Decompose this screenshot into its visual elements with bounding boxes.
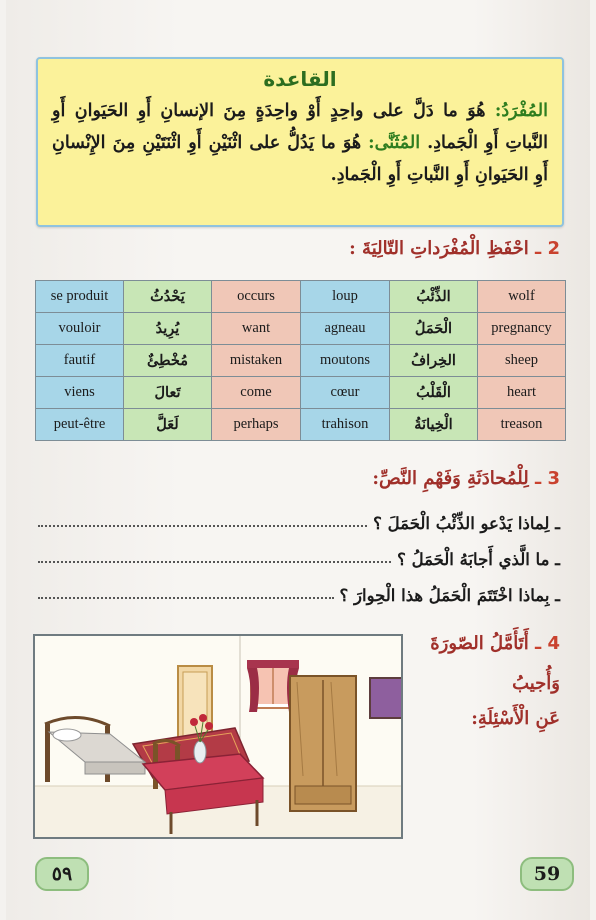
vocab-cell: wolf bbox=[478, 281, 566, 313]
vocab-row bbox=[36, 345, 566, 377]
section-3-heading bbox=[372, 468, 560, 489]
vocab-cell: occurs bbox=[212, 281, 301, 313]
vocab-cell: treason bbox=[478, 409, 566, 441]
vocab-cell: الْخِيانَةُ bbox=[390, 409, 478, 441]
rule-box bbox=[36, 57, 564, 227]
vocab-cell: viens bbox=[36, 377, 124, 409]
section-2-title: احْفَظِ الْمُفْرَداتِ التّالِيَةَ : bbox=[349, 238, 529, 259]
vocab-cell: want bbox=[212, 313, 301, 345]
section-2-number: 2 ـ bbox=[535, 238, 560, 259]
question-3 bbox=[34, 577, 560, 605]
vocab-cell: مُخْطِئٌ bbox=[124, 345, 212, 377]
question-3-text: ـ بِماذا اخْتَتَمَ الْحَمَلُ هذا الْحِوارَ ؟ bbox=[339, 586, 560, 605]
section-4-line-3: عَنِ الْأَسْئِلَةِ: bbox=[471, 708, 560, 729]
section-2-heading bbox=[349, 238, 560, 259]
vocab-cell: moutons bbox=[301, 345, 390, 377]
vocab-cell: الخِرافُ bbox=[390, 345, 478, 377]
rule-title: القاعدة bbox=[263, 67, 337, 91]
vocab-cell: mistaken bbox=[212, 345, 301, 377]
vocab-cell: peut-être bbox=[36, 409, 124, 441]
section-4-heading bbox=[430, 633, 560, 654]
vocabulary-table bbox=[35, 280, 566, 441]
section-4-number: 4 ـ bbox=[535, 633, 560, 654]
answer-line-2 bbox=[38, 560, 391, 563]
section-3-number: 3 ـ bbox=[535, 468, 560, 489]
question-2-text: ـ ما الَّذي أَجابَهُ الْحَمَلُ ؟ bbox=[397, 550, 560, 569]
singular-definition: هُوَ ما دَلَّ على واحِدٍ أَوْ واحِدَةٍ مِنَ الإنسانِ أَوِ الحَيَوانِ أَوِ النَّباتِ أَوِ الْجَمادِ. bbox=[52, 101, 548, 153]
room-drawing bbox=[35, 636, 401, 837]
question-1-text: ـ لِماذا يَدْعو الذِّئْبُ الْحَمَلَ ؟ bbox=[373, 514, 560, 533]
page-number-arabic: ٥٩ bbox=[35, 857, 89, 891]
vocab-row bbox=[36, 281, 566, 313]
page-number-latin: 59 bbox=[520, 857, 574, 891]
room-illustration bbox=[33, 634, 403, 839]
vocab-cell: sheep bbox=[478, 345, 566, 377]
vocab-cell: الذِّئْبُ bbox=[390, 281, 478, 313]
dual-definition: هُوَ ما يَدُلُّ على اثْنَيْنِ أَوِ اثْنَتَيْنِ مِنَ الإِنْسانِ أَوِ الحَيَوانِ أَوِ النَّباتِ أَوِ الْجَمادِ. bbox=[52, 133, 548, 185]
vocab-cell: الْقَلْبُ bbox=[390, 377, 478, 409]
vocab-cell: لَعَلَّ bbox=[124, 409, 212, 441]
vocab-cell: vouloir bbox=[36, 313, 124, 345]
vocab-cell: loup bbox=[301, 281, 390, 313]
rule-text bbox=[52, 95, 548, 191]
vocab-cell: agneau bbox=[301, 313, 390, 345]
vocab-cell: الْحَمَلُ bbox=[390, 313, 478, 345]
vocab-cell: يَحْدُثُ bbox=[124, 281, 212, 313]
dual-term: المُثَنَّى: bbox=[368, 133, 421, 153]
vocab-cell: trahison bbox=[301, 409, 390, 441]
answer-line-1 bbox=[38, 524, 367, 527]
vocab-cell: cœur bbox=[301, 377, 390, 409]
answer-line-3 bbox=[38, 596, 334, 599]
question-2 bbox=[34, 541, 560, 569]
vocab-cell: se produit bbox=[36, 281, 124, 313]
vocab-cell: تَعالَ bbox=[124, 377, 212, 409]
vocab-row bbox=[36, 409, 566, 441]
vocab-cell: perhaps bbox=[212, 409, 301, 441]
vocab-row bbox=[36, 313, 566, 345]
vocab-cell: fautif bbox=[36, 345, 124, 377]
section-4-line-2: وَأُجيبُ bbox=[512, 673, 560, 694]
vocab-cell: يُرِيدُ bbox=[124, 313, 212, 345]
question-1 bbox=[34, 505, 560, 533]
vocab-cell: pregnancy bbox=[478, 313, 566, 345]
vocab-cell: heart bbox=[478, 377, 566, 409]
section-4-line-1: أَتَأَمَّلُ الصّورَةَ bbox=[430, 633, 529, 654]
vocab-cell: come bbox=[212, 377, 301, 409]
vocab-row bbox=[36, 377, 566, 409]
section-3-title: لِلْمُحادَثَةِ وَفَهْمِ النَّصِّ: bbox=[372, 468, 529, 489]
singular-term: المُفْرَدُ: bbox=[494, 101, 548, 121]
